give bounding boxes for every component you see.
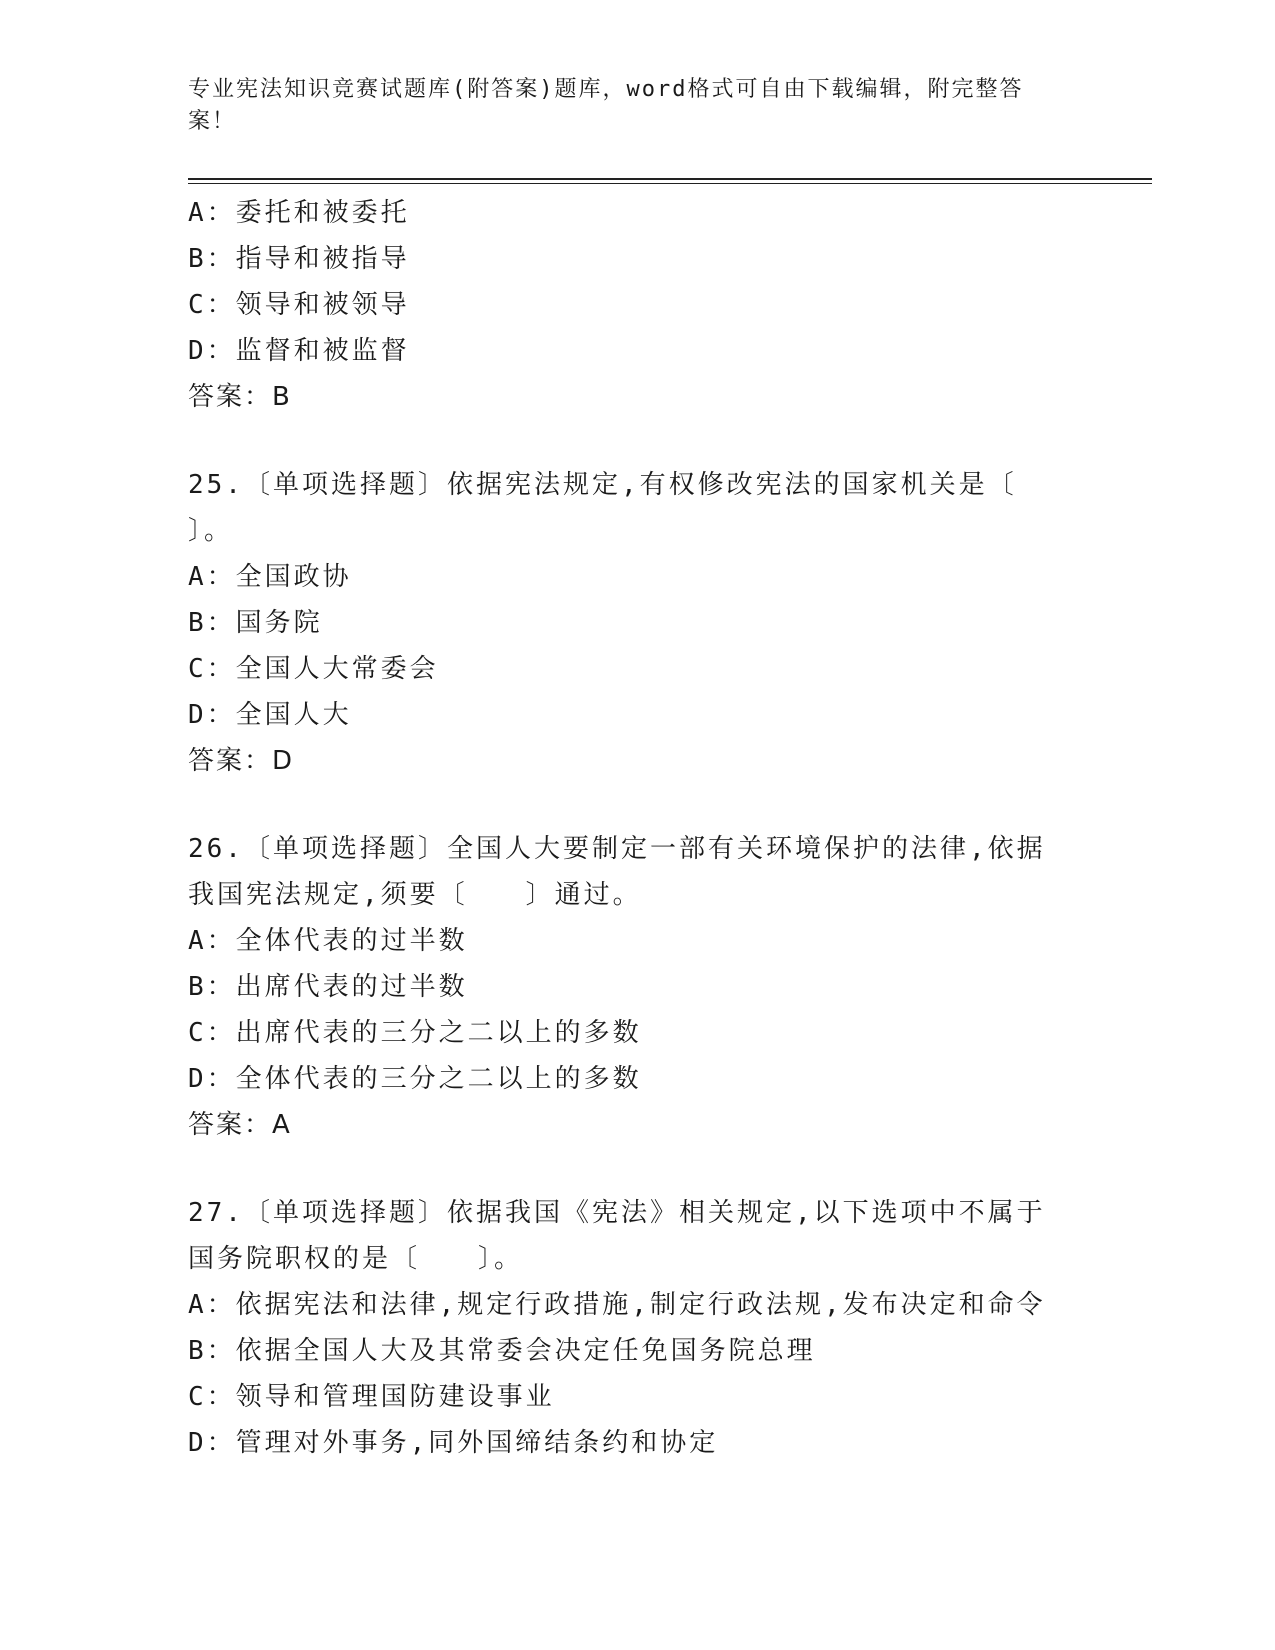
option-c: C：全国人大常委会 [188, 654, 439, 684]
option-d: D：全国人大 [188, 700, 352, 730]
question-text: 27.〔单项选择题〕依据我国《宪法》相关规定,以下选项中不属于国务院职权的是〔 〕。 [188, 1198, 1046, 1274]
option-c: C：出席代表的三分之二以上的多数 [188, 1018, 642, 1048]
question-block-25 [188, 462, 1075, 784]
option-b: B：出席代表的过半数 [188, 972, 468, 1002]
document-body [188, 190, 1075, 1466]
answer-label: 答案：D [188, 746, 295, 776]
question-text: 26.〔单项选择题〕全国人大要制定一部有关环境保护的法律,依据我国宪法规定,须要〔 〕通过。 [188, 834, 1046, 910]
option-a: A：依据宪法和法律,规定行政措施,制定行政法规,发布决定和命令 [188, 1290, 1046, 1320]
option-d: D：全体代表的三分之二以上的多数 [188, 1064, 642, 1094]
spacer [188, 1148, 1068, 1190]
answer-label: 答案：B [188, 382, 292, 412]
option-b: B：依据全国人大及其常委会决定任免国务院总理 [188, 1336, 816, 1366]
option-c: C：领导和被领导 [188, 290, 410, 320]
option-b: B：国务院 [188, 608, 323, 638]
question-text: 25.〔单项选择题〕依据宪法规定,有权修改宪法的国家机关是〔 〕。 [188, 470, 1075, 546]
question-block-27 [188, 1190, 1068, 1466]
option-a: A：全国政协 [188, 562, 352, 592]
option-a: A：全体代表的过半数 [188, 926, 468, 956]
question-block-24 [188, 190, 1068, 420]
option-d: D：管理对外事务,同外国缔结条约和协定 [188, 1428, 719, 1458]
question-block-26 [188, 826, 1068, 1148]
header-divider [188, 178, 1152, 184]
option-a: A：委托和被委托 [188, 198, 410, 228]
document-header: 专业宪法知识竞赛试题库(附答案)题库，word格式可自由下载编辑，附完整答案！ [188, 77, 1024, 134]
spacer [188, 784, 1068, 826]
option-b: B：指导和被指导 [188, 244, 410, 274]
spacer [188, 420, 1068, 462]
answer-label: 答案：A [188, 1110, 292, 1140]
option-d: D：监督和被监督 [188, 336, 410, 366]
option-c: C：领导和管理国防建设事业 [188, 1382, 555, 1412]
